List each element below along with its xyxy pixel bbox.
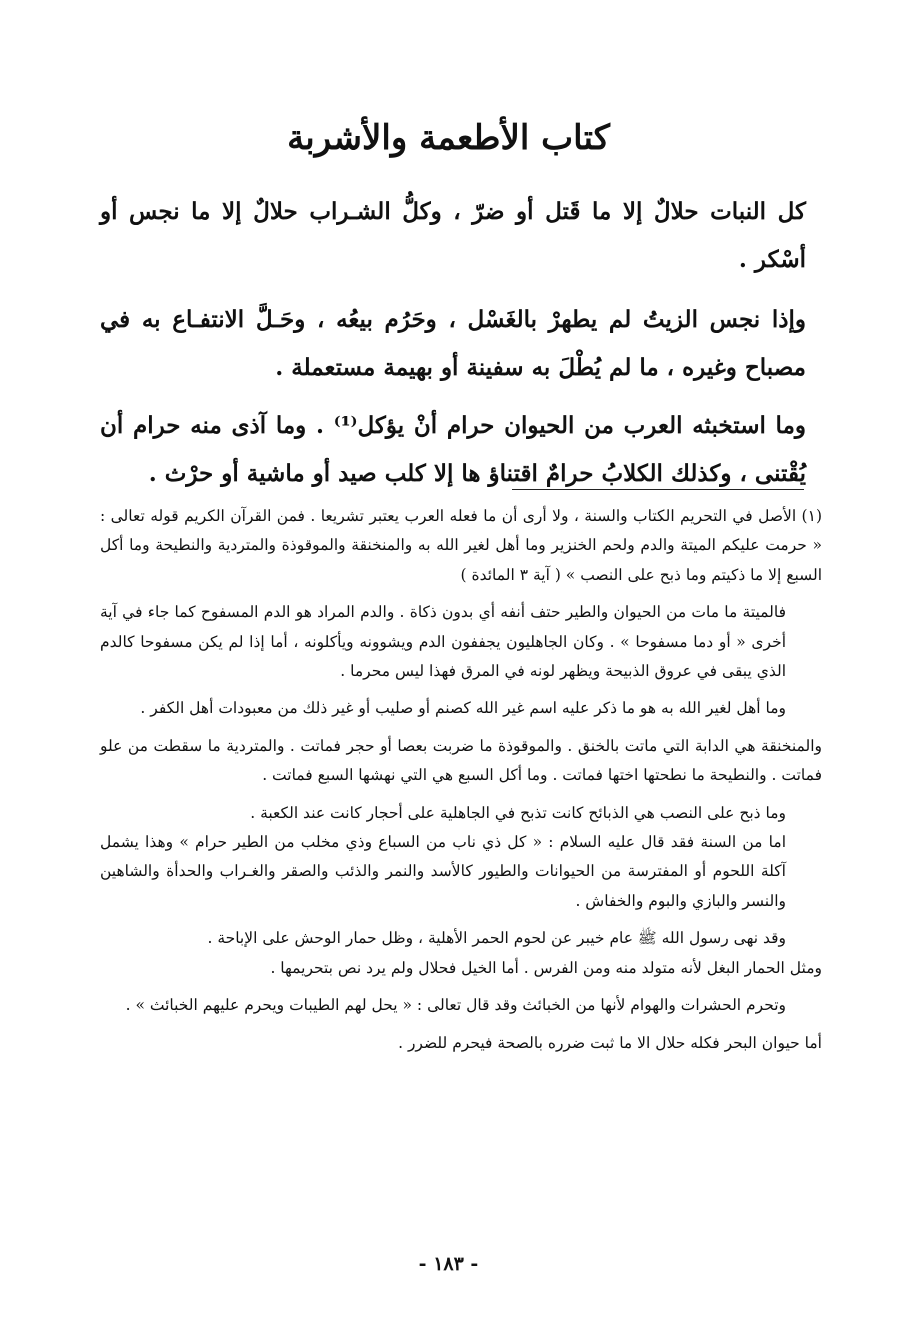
footnote-separator [512, 489, 804, 490]
page-number: - ١٨٣ - [418, 1253, 479, 1275]
footnote-baghl: ومثل الحمار البغل لأنه متولد منه ومن الفرس . أما الخيل فحلال ولم يرد نص بتحريمها . [270, 958, 822, 977]
footnotes-section [100, 502, 822, 1066]
footnote-maytah: فالميتة ما مات من الحيوان والطير حتف أنفه أي بدون ذكاة . والدم المراد هو الدم المسفوح كما جاء في آية أخرى « أو دما مسفوحا » . وكان الجاهليون يجففون الدم ويشوونه ويأكلونه ، أما إذا لم يكن مسفوحا كالدم الذي يبقى في عروق الذبيحة ويظهر لونه في المرق فهذا ليس محرما . [100, 603, 786, 681]
main-paragraph-3: وما استخبثه العرب من الحيوان حرام أنْ يؤكل⁽¹⁾ . وما آذى منه حرام أن يُقْتنى ، وكذلك الكلابُ حرامٌ اقتناؤ ها إلا كلب صيد أو ماشية أو حرْث . [100, 412, 806, 487]
footnote-intro: (١) الأصل في التحريم الكتاب والسنة ، ولا أرى أن ما فعله العرب يعتبر تشريعا . فمن القرآن الكريم قوله تعالى : « حرمت عليكم الميتة والدم ولحم الخنزير وما أهل لغير الله به والمنخنقة والموقوذة والمتردية والنطيحة وما أكل السبع إلا ما ذكيتم وما ذبح على النصب » ( آية ٣ المائدة ) [100, 507, 822, 584]
footnote-bahr: أما حيوان البحر فكله حلال الا ما ثبت ضرره بالصحة فيحرم للضرر . [398, 1033, 822, 1052]
footnote-munkhaniqa: والمنخنقة هي الدابة التي ماتت بالخنق . والموقوذة ما ضربت بعصا أو حجر فماتت . والمتردية ما سقطت من علو فماتت . والنطيحة ما نطحتها اختها فماتت . وما أكل السبع هي التي نهشها السبع فماتت . [100, 736, 822, 785]
main-paragraph-2: وإذا نجس الزيتُ لم يطهرْ بالغَسْل ، وحَرُم بيعُه ، وحَـلَّ الانتفـاع به في مصباح وغيره ، ما لم يُطْلَ به سفينة أو بهيمة مستعملة . [100, 306, 806, 381]
footnote-hasharat: وتحرم الحشرات والهوام لأنها من الخبائث وقد قال تعالى : « يحل لهم الطيبات ويحرم عليهم الخبائث » . [125, 996, 786, 1015]
footnote-khaybar: وقد نهى رسول الله ﷺ عام خيبر عن لحوم الحمر الأهلية ، وظل حمار الوحش على الإباحة . [207, 929, 786, 948]
footnote-nusub: وما ذبح على النصب هي الذبائح كانت تذبح في الجاهلية على أحجار كانت عند الكعبة . [250, 803, 786, 822]
footnote-uhilla: وما أهل لغير الله به هو ما ذكر عليه اسم غير الله كصنم أو صليب أو غير ذلك من معبودات أهل الكفر . [140, 699, 786, 718]
footnote-sunnah: اما من السنة فقد قال عليه السلام : « كل ذي ناب من السباع وذي مخلب من الطير حرام » وهذا يشمل آكلة اللحوم أو المفترسة من الحيوانات والطيور كالأسد والنمر والذئب والصقر والغـراب والحدأة والشاهين والنسر والبازي والبوم والخفاش . [100, 833, 786, 910]
main-paragraph-1: كل النبات حلالٌ إلا ما قَتل أو ضرّ ، وكلُّ الشـراب حلالٌ إلا ما نجس أو أسْكر . [100, 198, 806, 273]
chapter-title: كتاب الأطعمة والأشربة [287, 118, 610, 158]
